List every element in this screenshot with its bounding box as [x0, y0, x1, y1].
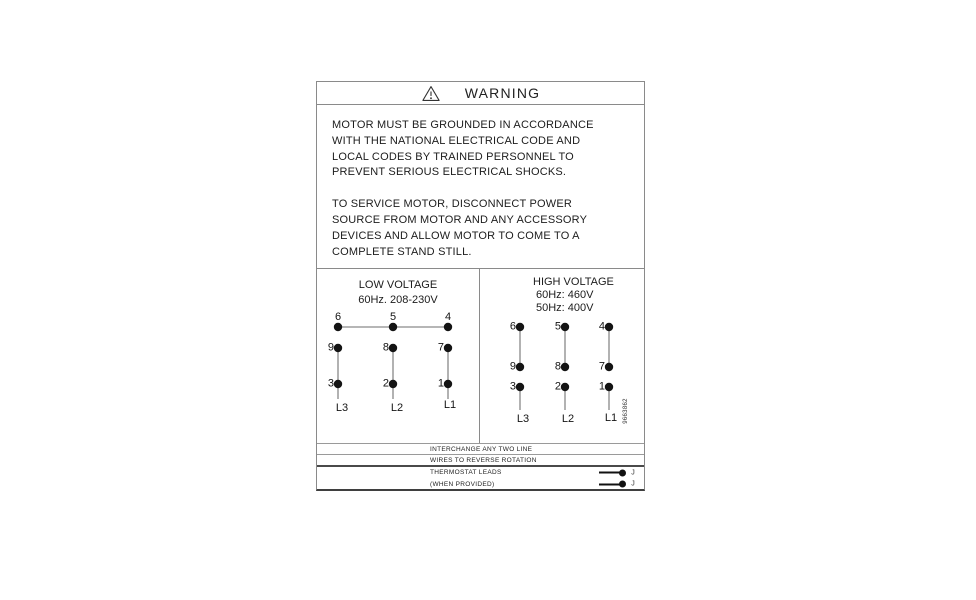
warning-triangle-icon [421, 85, 441, 102]
warning-header [317, 82, 644, 105]
warning-line: DEVICES AND ALLOW MOTOR TO COME TO A [332, 229, 580, 242]
lv-terminal-2: 2 [382, 377, 389, 390]
lv-terminal-9: 9 [327, 341, 334, 354]
note-thermostat-text: THERMOSTAT LEADS [430, 469, 502, 477]
warning-line: WITH THE NATIONAL ELECTRICAL CODE AND [332, 134, 581, 147]
high-voltage-heading: HIGH VOLTAGE [533, 276, 614, 288]
warning-line: COMPLETE STAND STILL. [332, 245, 472, 258]
lead-label: J [631, 480, 635, 488]
warning-paragraph-service [332, 197, 634, 260]
hv-terminal-4: 4 [598, 320, 605, 333]
hv-line-L3: L3 [516, 413, 530, 425]
wiring-connector-graphics [317, 269, 644, 443]
lv-line-L3: L3 [335, 402, 349, 414]
note-row-interchange [317, 444, 644, 455]
hv-terminal-5: 5 [554, 320, 561, 333]
warning-line: LOCAL CODES BY TRAINED PERSONNEL TO [332, 150, 574, 163]
hv-line-L1: L1 [604, 412, 618, 424]
hv-line-L2: L2 [561, 413, 575, 425]
lv-line-L2: L2 [390, 402, 404, 414]
hv-terminal-8: 8 [554, 360, 561, 373]
lv-terminal-6: 6 [334, 311, 342, 323]
note-when-provided-text: (WHEN PROVIDED) [430, 480, 495, 488]
warning-line: TO SERVICE MOTOR, DISCONNECT POWER [332, 198, 573, 211]
note-box-thermostat [317, 467, 644, 490]
warning-line: MOTOR MUST BE GROUNDED IN ACCORDANCE [332, 119, 594, 131]
low-voltage-subtitle: 60Hz. 208-230V [358, 294, 438, 306]
hv-terminal-2: 2 [554, 380, 561, 393]
lv-terminal-4: 4 [444, 311, 452, 323]
hv-terminal-6: 6 [509, 320, 516, 333]
hv-terminal-7: 7 [598, 360, 605, 373]
note-row-reverse-rotation [317, 455, 644, 467]
lv-terminal-3: 3 [327, 377, 334, 390]
note-row-when-provided [317, 479, 644, 491]
warning-paragraph-grounding [332, 118, 634, 181]
lv-terminal-8: 8 [382, 341, 389, 354]
warning-line: PREVENT SERIOUS ELECTRICAL SHOCKS. [332, 166, 567, 179]
low-voltage-heading: LOW VOLTAGE [358, 279, 438, 291]
wiring-diagram-section [317, 269, 644, 444]
note-interchange-text: INTERCHANGE ANY TWO LINE [430, 445, 533, 453]
thermostat-lead-symbol [599, 481, 635, 488]
thermostat-lead-symbol [599, 469, 635, 476]
warning-text-section [317, 105, 644, 269]
lead-terminal-dot [619, 481, 626, 488]
note-reverse-text: WIRES TO REVERSE ROTATION [430, 456, 537, 464]
note-row-thermostat-leads [317, 467, 644, 479]
lv-terminal-1: 1 [437, 377, 444, 390]
high-voltage-subtitle-60hz: 60Hz: 460V [536, 289, 594, 301]
lv-terminal-5: 5 [389, 311, 397, 323]
lead-wire-line [599, 483, 620, 485]
motor-warning-label [316, 81, 645, 491]
lead-terminal-dot [619, 469, 626, 476]
lv-line-L1: L1 [443, 399, 457, 411]
hv-terminal-1: 1 [598, 380, 605, 393]
warning-title: WARNING [464, 85, 541, 101]
lead-wire-line [599, 472, 620, 474]
hv-terminal-3: 3 [509, 380, 516, 393]
hv-terminal-9: 9 [509, 360, 516, 373]
lv-terminal-7: 7 [437, 341, 444, 354]
high-voltage-subtitle-50hz: 50Hz: 400V [536, 302, 594, 314]
lead-label: J [631, 469, 635, 477]
part-number: 9663862 [623, 398, 629, 424]
warning-line: SOURCE FROM MOTOR AND ANY ACCESSORY [332, 213, 588, 226]
